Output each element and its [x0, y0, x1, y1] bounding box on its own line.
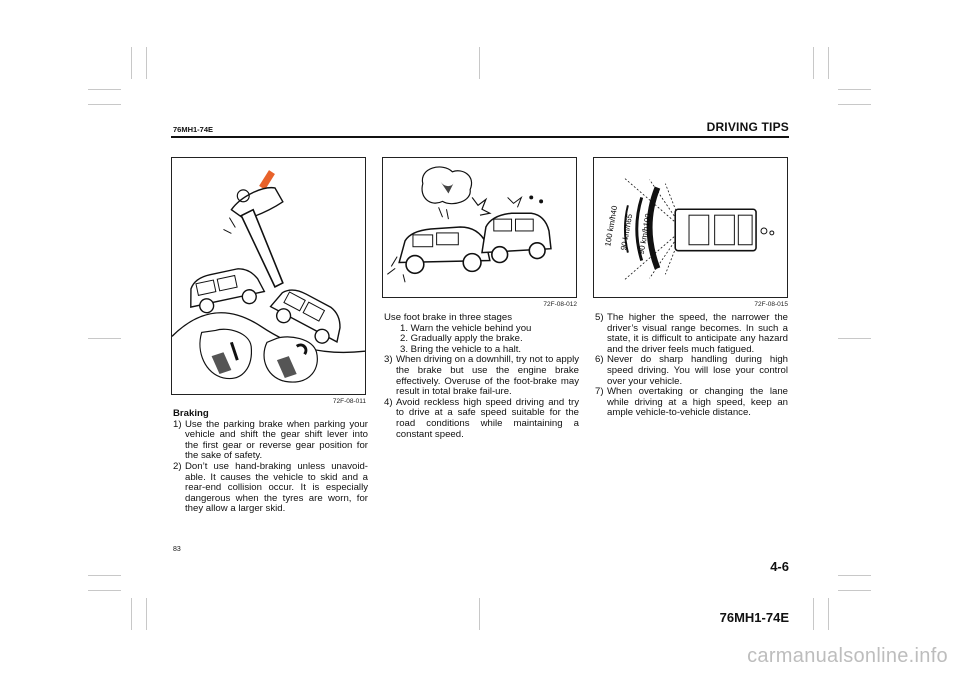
item-number: 5) — [595, 312, 604, 323]
crop-mark — [88, 575, 121, 576]
list-item — [173, 420, 368, 462]
header-title: DRIVING TIPS — [706, 120, 789, 134]
figure-caption: 72F-08-015 — [754, 301, 788, 308]
header-rule — [171, 136, 789, 138]
crop-mark — [131, 598, 132, 630]
list-item — [595, 355, 788, 387]
section-title-braking: Braking — [173, 408, 209, 419]
page-number: 83 — [173, 546, 181, 553]
high-speed-column — [595, 313, 788, 419]
header-code: 76MH1-74E — [173, 125, 214, 134]
stage-item: 1. Warn the vehicle behind you — [400, 322, 532, 334]
crop-mark — [479, 598, 480, 630]
list-item — [595, 387, 788, 419]
crop-mark — [838, 338, 871, 339]
intro-text: Use foot brake in three stages — [384, 312, 512, 323]
crop-mark — [88, 104, 121, 105]
item-text: The higher the speed, the narrower the driver’s visual range becomes. In such a state, it is difficult to anticipate any hazard and the driver feels much fatigued. — [607, 312, 788, 355]
stage-item: 2. Gradually apply the brake. — [400, 333, 523, 345]
crop-mark — [838, 575, 871, 576]
figure-parking-brake — [171, 157, 366, 395]
figure-caption: 72F-08-011 — [332, 398, 366, 405]
speed-label: 100 km/h40 — [603, 204, 620, 248]
list-item — [173, 462, 368, 515]
crop-mark — [146, 598, 147, 630]
braking-column — [173, 409, 368, 515]
item-number: 2) — [173, 460, 182, 472]
crop-mark — [813, 47, 814, 79]
crop-mark — [838, 104, 871, 105]
item-text: When overtaking or changing the lane while driving at a high speed, keep an ample vehicle-to-vehicle distance. — [607, 386, 788, 419]
item-number: 4) — [384, 396, 393, 408]
crop-mark — [479, 47, 480, 79]
parking-brake-illustration — [172, 158, 365, 394]
crop-mark — [813, 598, 814, 630]
item-number: 1) — [173, 418, 182, 430]
crop-mark — [131, 47, 132, 79]
item-text: When driving on a downhill, try not to apply the brake but use the engine brake effectively. Overuse of the foot-brake may result in total brake fail-ure. — [396, 354, 579, 398]
foot-brake-column — [384, 313, 579, 440]
visual-range-diagram — [594, 158, 787, 297]
item-text: Never do sharp handling during high speed driving. You will lose your control over your vehicle. — [607, 354, 788, 387]
section-number: 4-6 — [770, 559, 789, 574]
list-item — [384, 398, 579, 440]
list-item — [384, 355, 579, 397]
item-text: Avoid reckless high speed driving and try to drive at a safe speed suitable for the road conditions while maintaining a constant speed. — [396, 396, 579, 440]
collision-illustration — [383, 158, 576, 297]
item-text: Don’t use hand-braking unless unavoid-able. It causes the vehicle to skid and a rear-end collision occur. It is especially dangerous when the tyres are worn, for they allow a larger skid. — [185, 460, 368, 515]
item-number: 7) — [595, 386, 604, 398]
watermark: carmanualsonline.info — [747, 645, 948, 667]
item-text: Use the parking brake when parking your vehicle and shift the gear shift lever into the first gear or reverse gear position for the sake of safety. — [185, 418, 368, 462]
figure-rear-end-collision — [382, 157, 577, 298]
crop-mark — [88, 89, 121, 90]
list-item — [595, 313, 788, 355]
footer-code: 76MH1-74E — [719, 610, 789, 625]
item-number: 6) — [595, 354, 604, 366]
speed-label: 90 km/h65 — [619, 213, 635, 252]
speed-label: 90 km/h100 — [636, 212, 653, 255]
stage-item: 3. Bring the vehicle to a halt. — [400, 343, 522, 355]
item-number: 3) — [384, 354, 393, 366]
crop-mark — [828, 47, 829, 79]
crop-mark — [146, 47, 147, 79]
figure-visual-range — [593, 157, 788, 298]
crop-mark — [828, 598, 829, 630]
crop-mark — [88, 338, 121, 339]
crop-mark — [88, 590, 121, 591]
figure-caption: 72F-08-012 — [543, 301, 577, 308]
crop-mark — [838, 89, 871, 90]
crop-mark — [838, 590, 871, 591]
